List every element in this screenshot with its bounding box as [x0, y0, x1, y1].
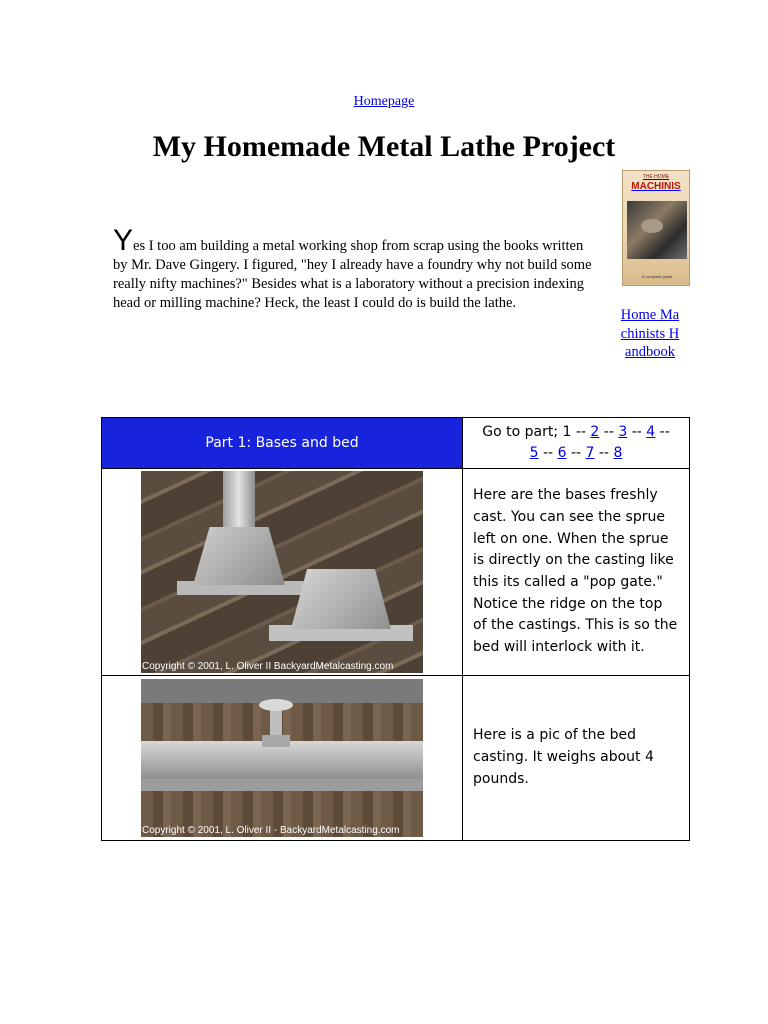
book-link-container — [619, 306, 681, 362]
part-link-3[interactable]: 3 — [618, 424, 628, 440]
part-separator: -- — [631, 424, 642, 440]
intro-paragraph — [113, 224, 593, 313]
part-link-5[interactable]: 5 — [529, 445, 539, 461]
part-link-4[interactable]: 4 — [646, 424, 656, 440]
base-casting — [291, 569, 391, 629]
bed-casting-edge — [141, 779, 423, 791]
part-header: Part 1: Bases and bed — [102, 418, 463, 469]
sprue-post — [223, 471, 255, 531]
part-link-2[interactable]: 2 — [590, 424, 600, 440]
table-row — [102, 676, 690, 841]
photo-copyright: Copyright © 2001, L. Oliver II BackyardMetalcasting.com — [142, 661, 394, 672]
part-link-8[interactable]: 8 — [613, 445, 623, 461]
page-title: My Homemade Metal Lathe Project — [152, 130, 616, 163]
book-cover-top-text: THE HOME — [642, 174, 670, 180]
photo-description: Here are the bases freshly cast. You can see the sprue left on one. When the sprue is directly on the casting like this its called a "pop gate." Notice the ridge on the top of the castings. This is so the bed will interlock with it. — [463, 469, 690, 676]
part-separator: -- — [659, 424, 670, 440]
bolt-head — [259, 699, 293, 711]
photo-cell — [102, 676, 463, 841]
part-separator: -- — [598, 445, 609, 461]
bed-casting-photo — [141, 679, 423, 837]
homepage-link[interactable]: Homepage — [353, 94, 415, 109]
photo-cell — [102, 469, 463, 676]
homepage-link-container — [0, 94, 768, 110]
photo-copyright: Copyright © 2001, L. Oliver II - BackyardMetalcasting.com — [142, 825, 400, 836]
part-separator: -- — [543, 445, 554, 461]
bed-casting — [141, 741, 423, 781]
part-navigation — [463, 418, 690, 469]
book-cover-bottom-text: A complete guide — [641, 274, 673, 279]
photo-description: Here is a pic of the bed casting. It weighs about 4 pounds. — [463, 676, 690, 841]
intro-dropcap: Y — [113, 224, 134, 257]
base-casting — [193, 527, 285, 585]
part-separator: -- — [570, 445, 582, 461]
parts-table — [101, 417, 690, 841]
bolt-nut — [262, 735, 290, 747]
table-row — [102, 469, 690, 676]
part-link-6[interactable]: 6 — [557, 445, 567, 461]
intro-text: es I too am building a metal working shop from scrap using the books written by Mr. Dave Gingery. I figured, "hey I already have a foundry why not build some really nifty machines?" Besides what is a laboratory without a precision indexing head or milling machine? Heck, the least I could do is build the lathe. — [113, 238, 592, 311]
parts-table-header-row — [102, 418, 690, 469]
goto-prefix: Go to part; 1 -- — [482, 424, 586, 440]
book-cover-photo — [627, 201, 687, 259]
part-separator: -- — [603, 424, 614, 440]
bases-cast-photo — [141, 471, 423, 673]
part-link-7[interactable]: 7 — [585, 445, 595, 461]
book-cover-title-text: MACHINIS — [631, 181, 681, 192]
book-cover-image[interactable] — [622, 170, 690, 286]
book-link[interactable]: Home Machinists Handbook — [620, 307, 680, 360]
